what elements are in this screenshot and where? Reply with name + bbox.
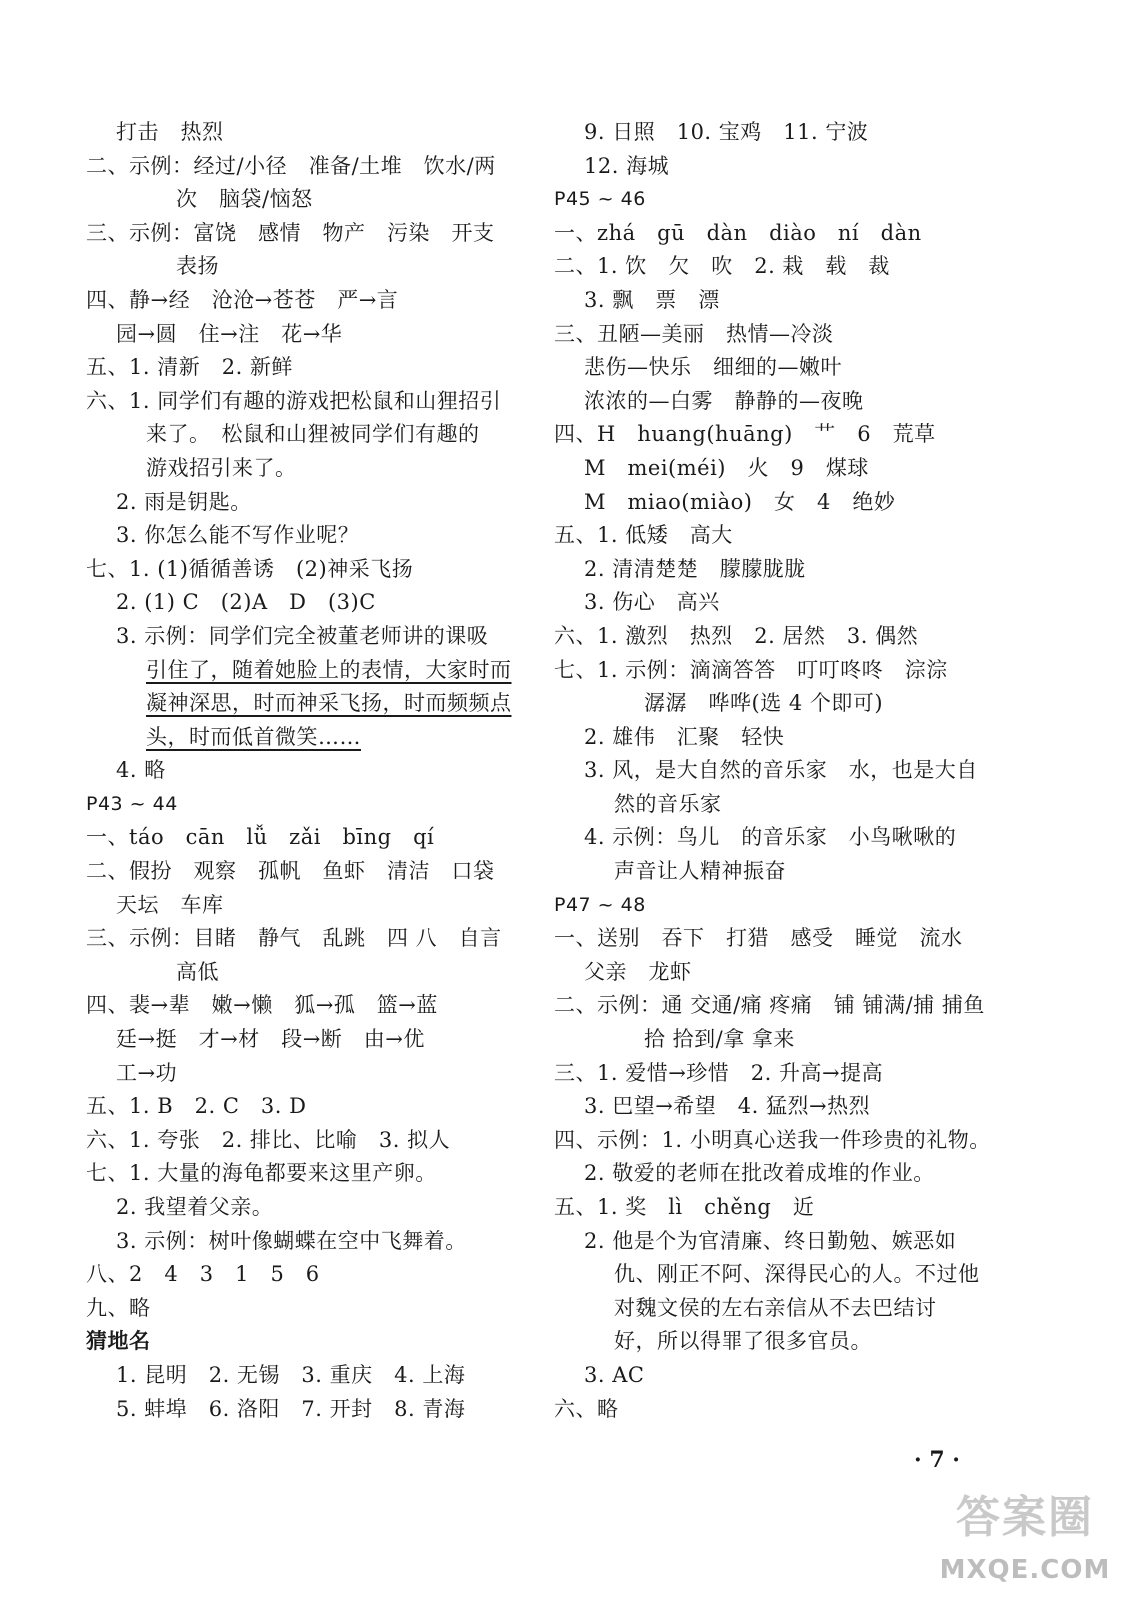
answer-line: 七、1. 大量的海龟都要来这里产卵。 [86,1161,437,1186]
underlined-answer-line: 头，时而低首微笑…… [146,724,361,749]
answer-line: 七、1. (1)循循善诱 (2)神采飞扬 [86,556,414,581]
answer-line: 1. 昆明 2. 无锡 3. 重庆 4. 上海 [116,1362,466,1387]
answer-line: 然的音乐家 [614,791,722,816]
answer-line: 4. 示例：鸟儿 的音乐家 小鸟啾啾的 [584,825,957,850]
answer-line: 浓浓的—白雾 静静的—夜晚 [584,388,864,413]
answer-line: 六、1. 激烈 热烈 2. 居然 3. 偶然 [554,623,919,648]
answer-line: 游戏招引来了。 [146,455,297,480]
left-column [86,116,526,1426]
answer-line: 八、2 4 3 1 5 6 [86,1262,320,1287]
right-column [554,116,994,1426]
answer-line: 廷→挺 才→材 段→断 由→优 [116,1027,425,1052]
answer-line: 工→功 [116,1060,178,1085]
answer-line: 高低 [176,959,219,984]
answer-line: 3. 示例：同学们完全被董老师讲的课吸 [116,623,489,648]
answer-line: 3. 巴望→希望 4. 猛烈→热烈 [584,1094,871,1119]
answer-line: 五、1. 奖 lì chěng 近 [554,1195,815,1219]
answer-line: 五、1. B 2. C 3. D [86,1094,307,1119]
section-heading: 猜地名 [86,1329,151,1354]
answer-line: 2. 他是个为官清廉、终日勤勉、嫉恶如 [584,1228,957,1253]
answer-line: 四、裴→辈 嫩→懒 狐→孤 篮→蓝 [86,993,438,1018]
answer-line: 来了。 松鼠和山狸被同学们有趣的 [146,422,480,447]
answer-line: 三、示例：目睹 静气 乱跳 四 八 自言 [86,926,502,951]
answer-line: 四、静→经 沧沧→苍苍 严→言 [86,287,399,312]
answer-line: 五、1. 低矮 高大 [554,523,733,548]
answer-line: 六、略 [554,1396,619,1421]
answer-line: 3. 伤心 高兴 [584,590,720,615]
answer-line: 对魏文侯的左右亲信从不去巴结讨 [614,1295,937,1320]
answer-line: 二、1. 饮 欠 吹 2. 栽 载 裁 [554,254,890,279]
watermark-stamp: 答案圈 [956,1492,1094,1543]
answer-line: 六、1. 同学们有趣的游戏把松鼠和山狸招引 [86,388,502,413]
answer-line: 4. 略 [116,758,166,783]
answer-line: 九、略 [86,1295,151,1320]
answer-line: M mei(méi) 火 9 煤球 [584,455,869,480]
answer-line: 四、示例：1. 小明真心送我一件珍贵的礼物。 [554,1127,991,1152]
answer-line: 父亲 龙虾 [584,959,692,984]
answer-line: 2. 我望着父亲。 [116,1195,274,1219]
answer-line: 园→圆 住→注 花→华 [116,321,343,346]
answer-line: 二、假扮 观察 孤帆 鱼虾 清洁 口袋 [86,859,495,884]
answer-line: 表扬 [176,254,219,279]
page-range-heading: P45 ~ 46 [554,188,646,211]
answer-line: 拾 拾到/拿 拿来 [644,1027,795,1052]
answer-line: 悲伤—快乐 细细的—嫩叶 [584,355,842,380]
answer-line: 声音让人精神振奋 [614,859,786,884]
answer-line: 2. 雄伟 汇聚 轻快 [584,724,785,749]
answer-line: 三、丑陋—美丽 热情—冷淡 [554,321,834,346]
answer-line: 二、示例：通 交通/痛 疼痛 铺 铺满/捕 捕鱼 [554,993,985,1018]
answer-line: 3. 你怎么能不写作业呢？ [116,523,360,548]
answer-line: 六、1. 夸张 2. 排比、比喻 3. 拟人 [86,1127,451,1152]
page-number: · 7 · [914,1447,960,1473]
answer-line: 2. (1) C (2)A D (3)C [116,590,376,615]
answer-line: 三、示例：富饶 感情 物产 污染 开支 [86,220,495,245]
answer-line: 七、1. 示例：滴滴答答 叮叮咚咚 淙淙 [554,657,948,682]
answer-line: 3. 示例：树叶像蝴蝶在空中飞舞着。 [116,1228,467,1253]
answer-line: 打击 热烈 [116,120,224,144]
page-range-heading: P43 ~ 44 [86,792,178,815]
answer-line: 一、送别 吞下 打猎 感受 睡觉 流水 [554,926,963,951]
answer-line: 12. 海城 [584,153,670,178]
answer-line: 天坛 车库 [116,892,224,917]
answer-line: 3. 飘 票 漂 [584,287,720,312]
answer-line: 3. AC [584,1362,645,1387]
answer-line: 仇、刚正不阿、深得民心的人。不过他 [614,1262,980,1287]
answer-line: 2. 清清楚楚 朦朦胧胧 [584,556,806,581]
answer-line: 2. 雨是钥匙。 [116,489,252,514]
answer-line: 三、1. 爱惜→珍惜 2. 升高→提高 [554,1060,884,1085]
watermark-url: MXQE.COM [939,1555,1111,1585]
answer-line: 好，所以得罪了很多官员。 [614,1329,872,1354]
answer-line: 潺潺 哗哗(选 4 个即可) [644,691,884,716]
underlined-answer-line: 引住了，随着她脸上的表情，大家时而 [146,657,512,682]
answer-line: 9. 日照 10. 宝鸡 11. 宁波 [584,120,869,144]
answer-line: 2. 敬爱的老师在批改着成堆的作业。 [584,1161,935,1186]
answer-line: M miao(miào) 女 4 绝妙 [584,489,896,514]
answer-line: 五、1. 清新 2. 新鲜 [86,355,293,380]
answer-line: 一、zhá gū dàn diào ní dàn [554,220,922,245]
answer-line: 3. 风，是大自然的音乐家 水，也是大自 [584,758,978,783]
answer-line: 四、H huang(huāng) 艹 6 荒草 [554,422,936,447]
underlined-answer-line: 凝神深思，时而神采飞扬，时而频频点 [146,691,512,716]
answer-line: 一、táo cān lǚ zǎi bīng qí [86,825,435,850]
answer-line: 二、示例：经过/小径 准备/土堆 饮水/两 [86,153,496,178]
page-range-heading: P47 ~ 48 [554,893,646,916]
answer-line: 次 脑袋/恼怒 [176,187,313,212]
answer-line: 5. 蚌埠 6. 洛阳 7. 开封 8. 青海 [116,1396,466,1421]
watermark-logo [935,1483,1115,1591]
